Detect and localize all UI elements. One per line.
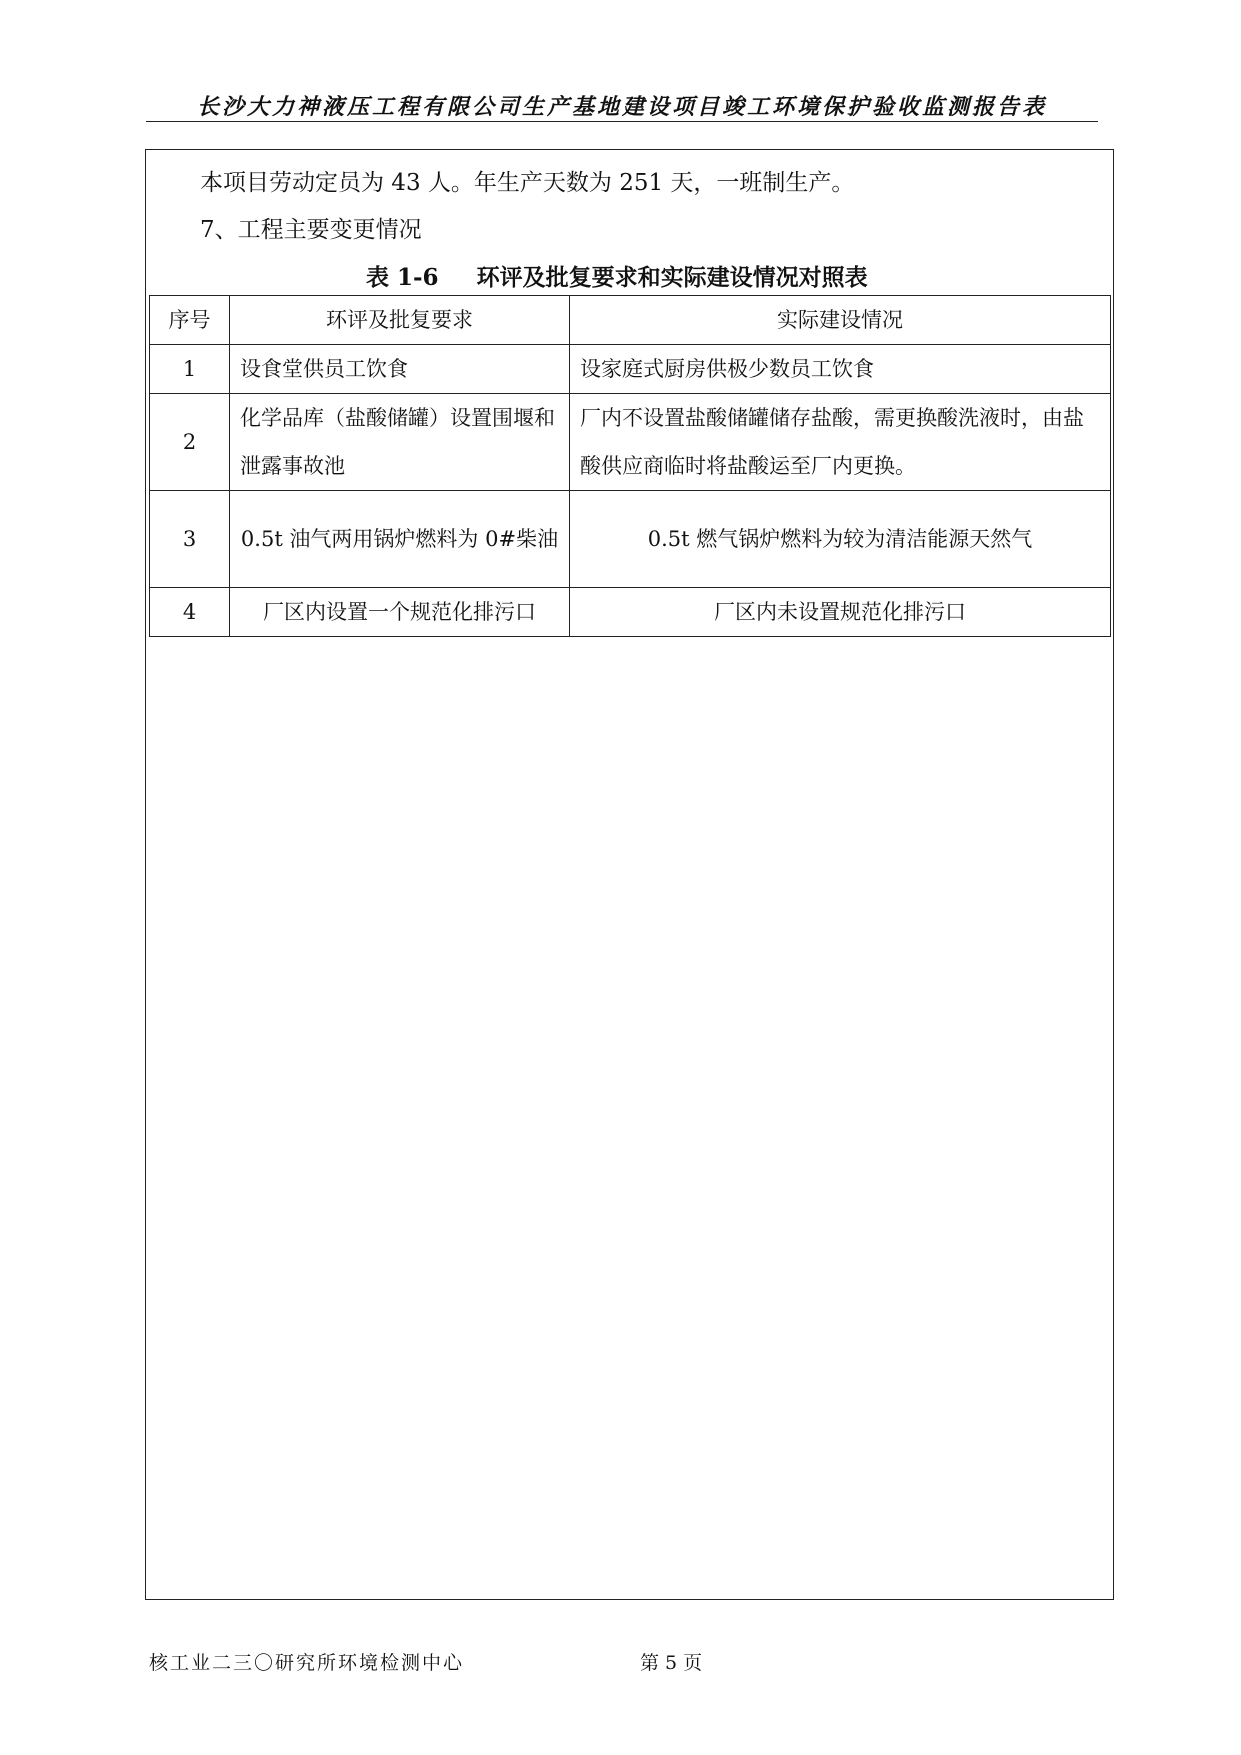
header-cell-requirement: 环评及批复要求	[230, 296, 570, 345]
cell-requirement: 设食堂供员工饮食	[230, 345, 570, 394]
table-row	[150, 394, 1111, 491]
table-row	[150, 491, 1111, 588]
report-header-title: 长沙大力神液压工程有限公司生产基地建设项目竣工环境保护验收监测报告表	[196, 94, 1047, 120]
header-divider	[146, 121, 1098, 122]
cell-no: 4	[150, 588, 230, 637]
cell-requirement: 化学品库（盐酸储罐）设置围堰和泄露事故池	[230, 394, 570, 491]
table-header-row	[150, 296, 1111, 345]
footer-organization: 核工业二三〇研究所环境检测中心	[149, 1652, 465, 1674]
page-number: 第 5 页	[640, 1652, 703, 1674]
cell-no: 3	[150, 491, 230, 588]
table-caption	[366, 259, 868, 292]
cell-requirement: 0.5t 油气两用锅炉燃料为 0#柴油	[230, 491, 570, 588]
table-caption-number: 表 1-6	[366, 264, 439, 291]
cell-actual: 设家庭式厨房供极少数员工饮食	[570, 345, 1111, 394]
staffing-paragraph: 本项目劳动定员为 43 人。年生产天数为 251 天，一班制生产。	[200, 170, 855, 196]
table-row	[150, 345, 1111, 394]
cell-actual: 0.5t 燃气锅炉燃料为较为清洁能源天然气	[570, 491, 1111, 588]
cell-requirement: 厂区内设置一个规范化排污口	[230, 588, 570, 637]
cell-no: 1	[150, 345, 230, 394]
cell-actual: 厂区内未设置规范化排污口	[570, 588, 1111, 637]
table-row	[150, 588, 1111, 637]
header-cell-no: 序号	[150, 296, 230, 345]
table-caption-title: 环评及批复要求和实际建设情况对照表	[476, 264, 868, 291]
cell-no: 2	[150, 394, 230, 491]
section-heading: 7、工程主要变更情况	[200, 217, 422, 243]
cell-actual: 厂内不设置盐酸储罐储存盐酸，需更换酸洗液时，由盐酸供应商临时将盐酸运至厂内更换。	[570, 394, 1111, 491]
header-cell-actual: 实际建设情况	[570, 296, 1111, 345]
comparison-table	[149, 295, 1111, 637]
